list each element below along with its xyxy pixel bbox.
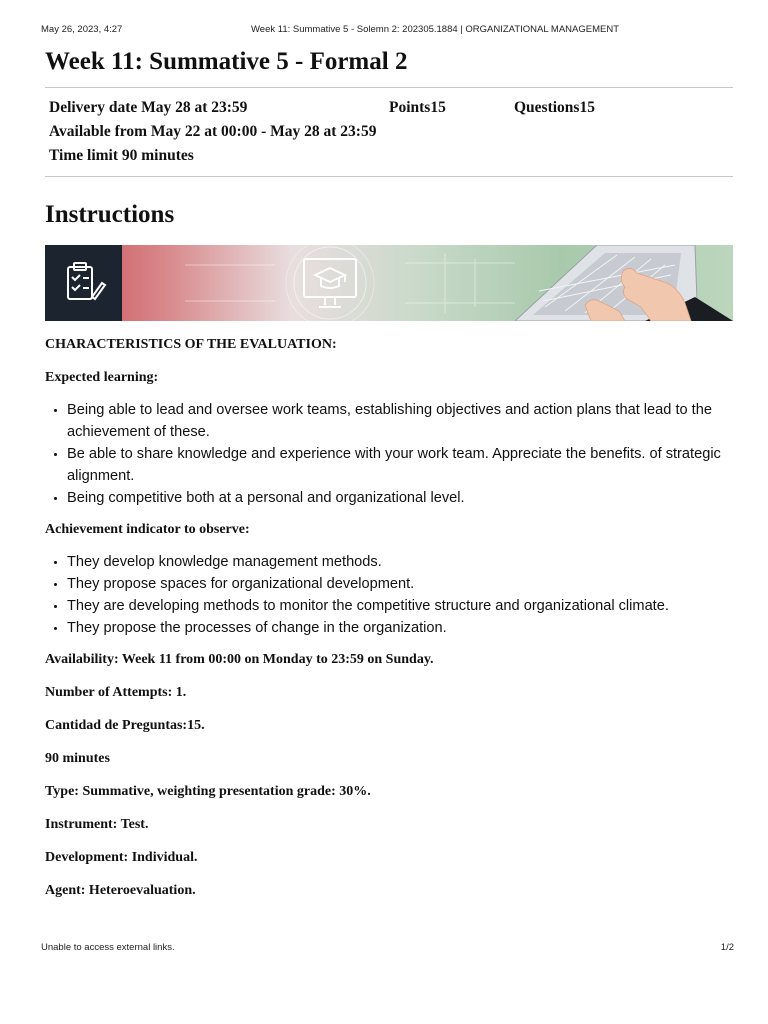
instrument-text: Instrument: Test. (45, 817, 149, 832)
list-item: • They propose spaces for organizational development. (67, 573, 733, 595)
monitor-icon (304, 259, 356, 307)
attempts-text: Number of Attempts: 1. (45, 685, 187, 700)
instructions-banner (45, 245, 733, 321)
type-text: Type: Summative, weighting presentation grade: 30%. (45, 784, 371, 799)
list-item: • They propose the processes of change in the organization. (67, 617, 733, 639)
print-document-title: Week 11: Summative 5 - Solemn 2: 202305.1884 | ORGANIZATIONAL MANAGEMENT (251, 24, 619, 35)
divider (45, 176, 733, 177)
list-item: • Being able to lead and oversee work teams, establishing objectives and action plans that lead to the achievement of these. (67, 399, 733, 443)
question-count-text: Cantidad de Preguntas:15. (45, 718, 205, 733)
availability-window: Available from May 22 at 00:00 - May 28 at 23:59 (49, 123, 377, 140)
time-limit: Time limit 90 minutes (49, 147, 194, 164)
duration-text: 90 minutes (45, 751, 110, 766)
expected-learning-heading: Expected learning: (45, 370, 159, 385)
list-item: • Be able to share knowledge and experience with your work team. Appreciate the benefits. of strategic alignment. (67, 443, 733, 487)
checklist-icon (68, 263, 105, 299)
achievement-indicator-list (45, 551, 733, 639)
page-number: 1/2 (720, 942, 734, 953)
instructions-heading: Instructions (45, 201, 175, 228)
print-date: May 26, 2023, 4:27 (41, 24, 123, 35)
development-text: Development: Individual. (45, 850, 198, 865)
quiz-page (45, 46, 733, 900)
list-item: • They develop knowledge management methods. (67, 551, 733, 573)
expected-learning-list (45, 399, 733, 509)
list-item: • Being competitive both at a personal and organizational level. (67, 487, 733, 509)
page-title: Week 11: Summative 5 - Formal 2 (45, 48, 408, 75)
footer-note: Unable to access external links. (41, 942, 175, 953)
achievement-indicator-heading: Achievement indicator to observe: (45, 522, 250, 537)
banner-illustration (45, 245, 733, 321)
agent-text: Agent: Heteroevaluation. (45, 883, 196, 898)
evaluation-characteristics: CHARACTERISTICS OF THE EVALUATION: (45, 337, 337, 352)
graduation-cap-icon (315, 268, 345, 288)
details-row-delivery (49, 96, 733, 120)
questions-count: Questions15 (514, 99, 595, 116)
points-value: Points15 (389, 99, 446, 116)
print-header (41, 24, 734, 38)
quiz-details (45, 88, 733, 176)
delivery-date: Delivery date May 28 at 23:59 (49, 99, 248, 116)
availability-text: Availability: Week 11 from 00:00 on Monday to 23:59 on Sunday. (45, 652, 434, 667)
list-item: • They are developing methods to monitor the competitive structure and organizational climate. (67, 595, 733, 617)
